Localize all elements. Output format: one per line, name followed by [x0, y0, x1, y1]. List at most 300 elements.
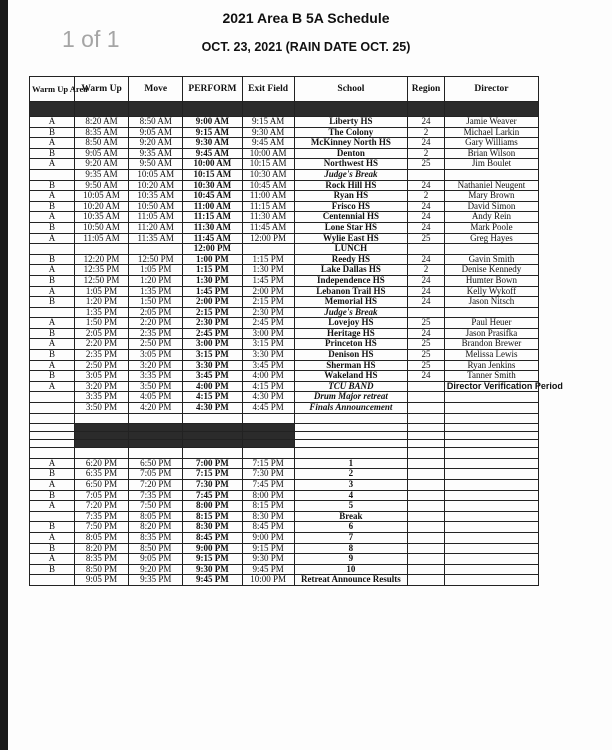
cell-move: 7:05 PM [129, 469, 183, 480]
cell-warm: 10:35 AM [74, 212, 128, 223]
table-row [30, 233, 539, 244]
cell-perform: 1:30 PM [183, 275, 242, 286]
cell-area [30, 169, 75, 180]
cell-exit: 10:30 AM [242, 169, 294, 180]
cell-exit: 7:30 PM [242, 469, 294, 480]
header-warm-up-area: Warm Up Area [30, 77, 75, 102]
cell-region: 25 [408, 159, 445, 170]
cell-director: Paul Heuer [444, 318, 538, 329]
cell-warm: 3:35 PM [74, 392, 128, 403]
cell-exit: 9:45 AM [242, 138, 294, 149]
cell-warm: 9:20 AM [74, 159, 128, 170]
cell-director [444, 522, 538, 533]
separator-cell [183, 432, 242, 440]
cell-exit: 9:30 AM [242, 127, 294, 138]
cell-director: Humter Bown [444, 275, 538, 286]
cell-region [408, 564, 445, 575]
table-row [30, 275, 539, 286]
cell-move: 2:50 PM [129, 339, 183, 350]
cell-warm: 6:20 PM [74, 458, 128, 469]
cell-perform: 7:15 PM [183, 469, 242, 480]
cell-move: 10:05 AM [129, 169, 183, 180]
cell-area: B [30, 127, 75, 138]
separator-cell [294, 440, 407, 448]
cell-move: 9:20 AM [129, 138, 183, 149]
cell-perform: 4:30 PM [183, 403, 242, 414]
cell-school: Judge's Break [294, 307, 407, 318]
cell-exit: 2:00 PM [242, 286, 294, 297]
cell-school: Break [294, 511, 407, 522]
table-row [30, 532, 539, 543]
cell-school: Retreat Announce Results [294, 575, 407, 586]
table-row [30, 169, 539, 180]
cell-perform: 7:00 PM [183, 458, 242, 469]
separator-cell [408, 432, 445, 440]
cell-exit: 8:30 PM [242, 511, 294, 522]
cell-exit: 1:45 PM [242, 275, 294, 286]
cell-warm: 10:05 AM [74, 191, 128, 202]
cell-director: David Simon [444, 201, 538, 212]
cell-director [444, 307, 538, 318]
cell-move: 10:35 AM [129, 191, 183, 202]
cell-region [408, 458, 445, 469]
cell-perform: 2:45 PM [183, 328, 242, 339]
cell-director: Mary Brown [444, 191, 538, 202]
cell-director [444, 575, 538, 586]
cell-director: Director Verification Period [444, 381, 538, 392]
cell-perform: 10:30 AM [183, 180, 242, 191]
cell-exit: 10:45 AM [242, 180, 294, 191]
cell-perform: 9:00 PM [183, 543, 242, 554]
cell-director [444, 532, 538, 543]
cell-move: 12:50 PM [129, 254, 183, 265]
cell-move: 3:20 PM [129, 360, 183, 371]
cell-school: Lovejoy HS [294, 318, 407, 329]
table-row [30, 138, 539, 149]
cell-move: 4:20 PM [129, 403, 183, 414]
cell-area: B [30, 564, 75, 575]
cell-area: A [30, 117, 75, 128]
cell-school: 7 [294, 532, 407, 543]
cell-exit: 10:15 AM [242, 159, 294, 170]
cell-area: A [30, 458, 75, 469]
cell-school: Sherman HS [294, 360, 407, 371]
cell-area: A [30, 138, 75, 149]
cell-warm: 1:20 PM [74, 297, 128, 308]
cell-perform: 4:15 PM [183, 392, 242, 403]
cell-move: 9:35 PM [129, 575, 183, 586]
cell-warm: 2:05 PM [74, 328, 128, 339]
cell-exit: 12:00 PM [242, 233, 294, 244]
cell-director: Gary Williams [444, 138, 538, 149]
cell-perform: 10:45 AM [183, 191, 242, 202]
table-row [30, 575, 539, 586]
separator-cell [294, 102, 407, 117]
cell-school: Liberty HS [294, 117, 407, 128]
table-row [30, 318, 539, 329]
cell-region: 2 [408, 148, 445, 159]
table-row [30, 159, 539, 170]
separator-cell [183, 102, 242, 117]
separator-cell [444, 432, 538, 440]
cell-perform: 8:45 PM [183, 532, 242, 543]
cell-region [408, 522, 445, 533]
cell-move: 2:20 PM [129, 318, 183, 329]
cell-perform: 9:00 AM [183, 117, 242, 128]
separator-bar [30, 432, 539, 440]
cell-move: 9:35 AM [129, 148, 183, 159]
cell-area: B [30, 350, 75, 361]
table-row [30, 371, 539, 382]
cell-move: 6:50 PM [129, 458, 183, 469]
separator-cell [129, 432, 183, 440]
cell-school: Northwest HS [294, 159, 407, 170]
cell-director [444, 554, 538, 565]
cell-school: 5 [294, 501, 407, 512]
cell-school: 9 [294, 554, 407, 565]
table-row [30, 127, 539, 138]
cell-school: Finals Announcement [294, 403, 407, 414]
cell-exit: 11:45 AM [242, 222, 294, 233]
cell-area: A [30, 159, 75, 170]
cell-warm: 6:35 PM [74, 469, 128, 480]
cell-director: Tanner Smith [444, 371, 538, 382]
cell-director: Ryan Jenkins [444, 360, 538, 371]
cell-move: 7:20 PM [129, 480, 183, 491]
cell-region [408, 490, 445, 501]
cell-school: Lake Dallas HS [294, 265, 407, 276]
cell-area [30, 307, 75, 318]
cell-region: 24 [408, 212, 445, 223]
cell-school: Lebanon Trail HS [294, 286, 407, 297]
cell-exit: 11:00 AM [242, 191, 294, 202]
cell-warm: 7:20 PM [74, 501, 128, 512]
cell-area: B [30, 543, 75, 554]
cell-area: A [30, 554, 75, 565]
cell-move: 2:05 PM [129, 307, 183, 318]
table-row [30, 222, 539, 233]
cell-school: Lone Star HS [294, 222, 407, 233]
cell-exit: 10:00 AM [242, 148, 294, 159]
cell-director: Jamie Weaver [444, 117, 538, 128]
cell-exit: 9:15 AM [242, 117, 294, 128]
separator-cell [30, 424, 75, 432]
table-row [30, 490, 539, 501]
separator-cell [408, 440, 445, 448]
cell-director: Nathaniel Neugent [444, 180, 538, 191]
cell-exit: 8:00 PM [242, 490, 294, 501]
cell-exit: 4:00 PM [242, 371, 294, 382]
empty-cell [294, 448, 407, 459]
empty-cell [129, 448, 183, 459]
empty-cell [183, 413, 242, 424]
cell-area: B [30, 180, 75, 191]
cell-region: 25 [408, 360, 445, 371]
cell-region: 24 [408, 328, 445, 339]
cell-school: Memorial HS [294, 297, 407, 308]
cell-area: A [30, 212, 75, 223]
cell-move: 9:05 AM [129, 127, 183, 138]
separator-cell [408, 102, 445, 117]
header-director: Director [444, 77, 538, 102]
cell-perform: 2:30 PM [183, 318, 242, 329]
cell-move: 7:35 PM [129, 490, 183, 501]
cell-school: 4 [294, 490, 407, 501]
cell-region: 24 [408, 117, 445, 128]
cell-school: Reedy HS [294, 254, 407, 265]
separator-cell [294, 432, 407, 440]
cell-perform: 1:00 PM [183, 254, 242, 265]
cell-exit: 9:00 PM [242, 532, 294, 543]
separator-cell [74, 432, 128, 440]
cell-school: 1 [294, 458, 407, 469]
cell-school: 6 [294, 522, 407, 533]
cell-warm: 10:20 AM [74, 201, 128, 212]
table-row [30, 350, 539, 361]
table-row [30, 180, 539, 191]
table-row [30, 191, 539, 202]
cell-director: Brandon Brewer [444, 339, 538, 350]
cell-director: Mark Poole [444, 222, 538, 233]
cell-warm: 12:50 PM [74, 275, 128, 286]
cell-region: 2 [408, 191, 445, 202]
separator-cell [183, 424, 242, 432]
empty-cell [242, 448, 294, 459]
empty-cell [30, 448, 75, 459]
cell-school: Heritage HS [294, 328, 407, 339]
empty-row [30, 413, 539, 424]
cell-exit: 9:45 PM [242, 564, 294, 575]
cell-director [444, 543, 538, 554]
cell-area: B [30, 275, 75, 286]
cell-school: Judge's Break [294, 169, 407, 180]
cell-perform: 3:30 PM [183, 360, 242, 371]
cell-move: 10:50 AM [129, 201, 183, 212]
cell-school: Denison HS [294, 350, 407, 361]
page-counter: 1 of 1 [62, 26, 120, 52]
empty-cell [408, 448, 445, 459]
cell-move: 11:35 AM [129, 233, 183, 244]
cell-school: TCU BAND [294, 381, 407, 392]
cell-exit: 9:30 PM [242, 554, 294, 565]
cell-move: 1:05 PM [129, 265, 183, 276]
cell-region: 25 [408, 318, 445, 329]
cell-school: Denton [294, 148, 407, 159]
cell-school: 8 [294, 543, 407, 554]
table-row [30, 286, 539, 297]
separator-bar [30, 102, 539, 117]
empty-cell [444, 413, 538, 424]
cell-school: 2 [294, 469, 407, 480]
separator-cell [74, 440, 128, 448]
cell-move: 9:20 PM [129, 564, 183, 575]
document-subtitle: OCT. 23, 2021 (RAIN DATE OCT. 25) [201, 40, 411, 54]
cell-area: A [30, 360, 75, 371]
cell-exit: 7:15 PM [242, 458, 294, 469]
separator-cell [242, 432, 294, 440]
cell-warm: 7:05 PM [74, 490, 128, 501]
table-row [30, 458, 539, 469]
table-row [30, 307, 539, 318]
cell-region [408, 307, 445, 318]
empty-cell [74, 448, 128, 459]
separator-cell [30, 432, 75, 440]
cell-region [408, 403, 445, 414]
cell-perform: 3:45 PM [183, 371, 242, 382]
cell-warm: 2:35 PM [74, 350, 128, 361]
cell-warm: 1:50 PM [74, 318, 128, 329]
cell-move: 11:20 AM [129, 222, 183, 233]
cell-area: A [30, 501, 75, 512]
cell-perform: 3:00 PM [183, 339, 242, 350]
cell-perform: 10:00 AM [183, 159, 242, 170]
cell-school: Rock Hill HS [294, 180, 407, 191]
cell-move: 7:50 PM [129, 501, 183, 512]
table-row [30, 244, 539, 255]
header-row [30, 77, 539, 102]
cell-exit: 7:45 PM [242, 480, 294, 491]
cell-area: A [30, 532, 75, 543]
cell-director [444, 490, 538, 501]
cell-region [408, 469, 445, 480]
cell-exit: 9:15 PM [242, 543, 294, 554]
table-row [30, 564, 539, 575]
cell-warm: 2:50 PM [74, 360, 128, 371]
cell-move [129, 244, 183, 255]
table-row [30, 511, 539, 522]
table-row [30, 328, 539, 339]
empty-cell [294, 413, 407, 424]
table-row [30, 403, 539, 414]
cell-area: A [30, 233, 75, 244]
cell-warm: 11:05 AM [74, 233, 128, 244]
cell-exit: 11:15 AM [242, 201, 294, 212]
cell-area [30, 511, 75, 522]
cell-warm: 9:35 AM [74, 169, 128, 180]
cell-director [444, 564, 538, 575]
cell-area: B [30, 201, 75, 212]
cell-school: Ryan HS [294, 191, 407, 202]
cell-region: 24 [408, 201, 445, 212]
cell-school: LUNCH [294, 244, 407, 255]
cell-area [30, 575, 75, 586]
cell-school: Independence HS [294, 275, 407, 286]
cell-school: Frisco HS [294, 201, 407, 212]
table-row [30, 501, 539, 512]
cell-director [444, 480, 538, 491]
cell-warm: 10:50 AM [74, 222, 128, 233]
cell-director: Jason Prasifka [444, 328, 538, 339]
cell-exit: 8:45 PM [242, 522, 294, 533]
cell-perform: 10:15 AM [183, 169, 242, 180]
cell-region: 24 [408, 138, 445, 149]
separator-cell [30, 102, 75, 117]
cell-school: McKinney North HS [294, 138, 407, 149]
empty-cell [444, 448, 538, 459]
cell-perform: 2:00 PM [183, 297, 242, 308]
cell-perform: 9:45 AM [183, 148, 242, 159]
table-row [30, 297, 539, 308]
cell-area: B [30, 148, 75, 159]
cell-school: 3 [294, 480, 407, 491]
cell-director [444, 244, 538, 255]
cell-exit: 4:45 PM [242, 403, 294, 414]
cell-move: 8:50 AM [129, 117, 183, 128]
cell-region [408, 575, 445, 586]
cell-area: B [30, 371, 75, 382]
cell-school: Drum Major retreat [294, 392, 407, 403]
table-row [30, 201, 539, 212]
cell-warm: 2:20 PM [74, 339, 128, 350]
cell-warm: 9:05 PM [74, 575, 128, 586]
cell-warm: 1:05 PM [74, 286, 128, 297]
cell-warm: 8:05 PM [74, 532, 128, 543]
cell-exit: 1:30 PM [242, 265, 294, 276]
cell-exit: 10:00 PM [242, 575, 294, 586]
cell-director: Andy Rein [444, 212, 538, 223]
cell-school: Wakeland HS [294, 371, 407, 382]
table-row [30, 554, 539, 565]
cell-region: 24 [408, 286, 445, 297]
cell-region [408, 532, 445, 543]
cell-school: Centennial HS [294, 212, 407, 223]
cell-exit: 3:30 PM [242, 350, 294, 361]
cell-exit [242, 244, 294, 255]
cell-director: Kelly Wykoff [444, 286, 538, 297]
cell-warm: 9:05 AM [74, 148, 128, 159]
table-row [30, 480, 539, 491]
cell-move: 8:35 PM [129, 532, 183, 543]
empty-cell [129, 413, 183, 424]
cell-move: 1:35 PM [129, 286, 183, 297]
header-school: School [294, 77, 407, 102]
cell-region [408, 480, 445, 491]
cell-director: Gavin Smith [444, 254, 538, 265]
table-row [30, 148, 539, 159]
document-title: 2021 Area B 5A Schedule [222, 10, 390, 26]
table-row [30, 392, 539, 403]
cell-perform: 12:00 PM [183, 244, 242, 255]
cell-director [444, 469, 538, 480]
table-row [30, 522, 539, 533]
cell-exit: 11:30 AM [242, 212, 294, 223]
cell-warm: 8:20 PM [74, 543, 128, 554]
cell-exit: 8:15 PM [242, 501, 294, 512]
separator-cell [242, 424, 294, 432]
cell-area: A [30, 480, 75, 491]
separator-cell [294, 424, 407, 432]
empty-cell [74, 413, 128, 424]
cell-exit: 3:45 PM [242, 360, 294, 371]
cell-area: A [30, 286, 75, 297]
table-row [30, 360, 539, 371]
cell-warm: 3:50 PM [74, 403, 128, 414]
cell-perform: 7:45 PM [183, 490, 242, 501]
cell-area: B [30, 254, 75, 265]
cell-school: Wylie East HS [294, 233, 407, 244]
cell-area: B [30, 328, 75, 339]
cell-perform: 7:30 PM [183, 480, 242, 491]
cell-area [30, 392, 75, 403]
cell-move: 11:05 AM [129, 212, 183, 223]
cell-warm: 6:50 PM [74, 480, 128, 491]
empty-cell [242, 413, 294, 424]
cell-move: 3:35 PM [129, 371, 183, 382]
cell-director [444, 458, 538, 469]
cell-move: 9:05 PM [129, 554, 183, 565]
separator-cell [183, 440, 242, 448]
cell-exit: 3:15 PM [242, 339, 294, 350]
